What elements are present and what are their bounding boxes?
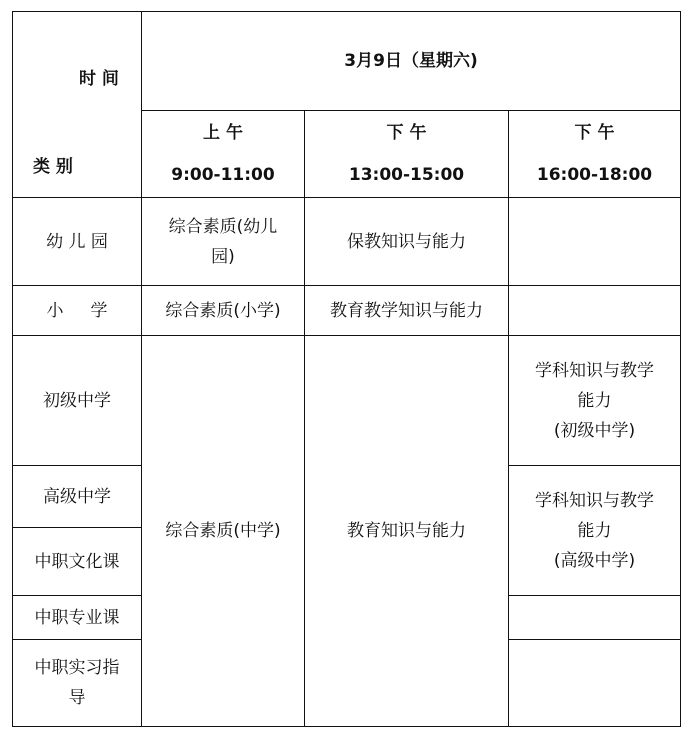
voc-intern-line2: 导 <box>68 688 86 708</box>
kindergarten-afternoon2 <box>509 198 681 286</box>
table-row <box>13 198 681 286</box>
header-row-date <box>13 12 681 111</box>
session-morning-label: 上 午 <box>203 123 243 143</box>
category-voc-culture: 中职文化课 <box>13 528 142 596</box>
secondary-afternoon1: 教育知识与能力 <box>305 336 509 727</box>
category-kindergarten: 幼 儿 园 <box>13 198 142 286</box>
kindergarten-morning-line1: 综合素质(幼儿 <box>168 216 278 237</box>
junior-afternoon2-line2: 能力 <box>577 390 612 411</box>
voc-intern-afternoon2 <box>509 640 681 727</box>
session-afternoon-1-time: 13:00-15:00 <box>348 165 465 185</box>
senior-afternoon2-line1: 学科知识与教学 <box>535 490 654 511</box>
table-row <box>13 286 681 336</box>
category-primary: 小 学 <box>13 286 142 336</box>
secondary-morning: 综合素质(中学) <box>142 336 305 727</box>
senior-afternoon2 <box>509 466 681 596</box>
corner-category-label: 类 别 <box>33 157 73 177</box>
session-morning <box>142 111 305 198</box>
date-header: 3月9日（星期六) <box>142 12 681 111</box>
primary-morning: 综合素质(小学) <box>142 286 305 336</box>
session-afternoon-1-label: 下 午 <box>386 123 427 143</box>
corner-time-label: 时 间 <box>79 69 119 89</box>
senior-afternoon2-line3: (高级中学) <box>553 550 636 571</box>
kindergarten-morning <box>142 198 305 286</box>
kindergarten-morning-line2: 园) <box>211 246 235 267</box>
senior-afternoon2-line2: 能力 <box>577 520 612 541</box>
category-junior: 初级中学 <box>13 336 142 466</box>
session-morning-time: 9:00-11:00 <box>171 165 275 185</box>
session-afternoon-2-label: 下 午 <box>574 123 615 143</box>
session-afternoon-2-time: 16:00-18:00 <box>536 165 653 185</box>
primary-afternoon2 <box>509 286 681 336</box>
session-afternoon-2 <box>509 111 681 198</box>
category-voc-major: 中职专业课 <box>13 596 142 640</box>
junior-afternoon2-line1: 学科知识与教学 <box>535 360 654 381</box>
table-row <box>13 336 681 466</box>
junior-afternoon2-line3: (初级中学) <box>553 420 636 441</box>
primary-afternoon1: 教育教学知识与能力 <box>305 286 509 336</box>
exam-schedule-table <box>12 11 681 727</box>
category-voc-intern <box>13 640 142 727</box>
kindergarten-afternoon1: 保教知识与能力 <box>305 198 509 286</box>
corner-cell <box>13 12 142 198</box>
category-senior: 高级中学 <box>13 466 142 528</box>
voc-major-afternoon2 <box>509 596 681 640</box>
voc-intern-line1: 中职实习指 <box>34 658 120 678</box>
session-afternoon-1 <box>305 111 509 198</box>
junior-afternoon2 <box>509 336 681 466</box>
